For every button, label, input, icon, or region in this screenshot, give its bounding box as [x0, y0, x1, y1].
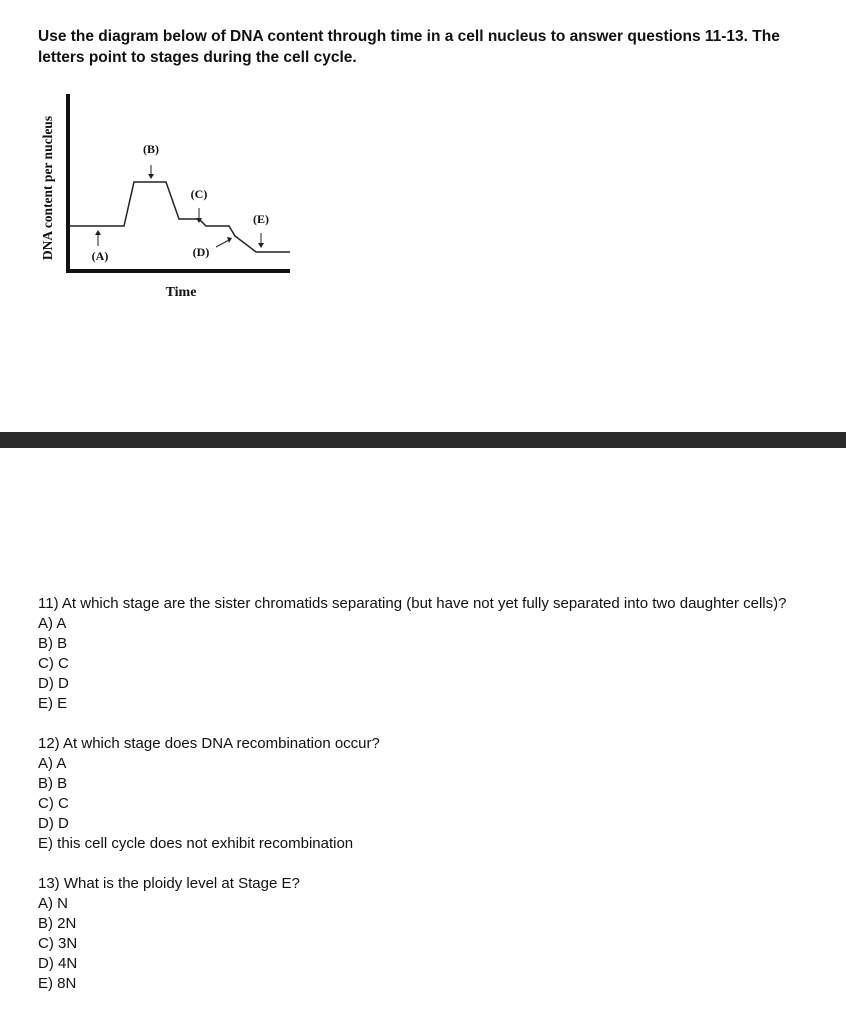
option-d: D) D	[38, 675, 69, 692]
label-d: (D)	[192, 245, 210, 259]
arrow-b-head	[148, 174, 154, 179]
instructions-text: Use the diagram below of DNA content through time in a cell nucleus to answer questions 11-13. The letters point to stages during the cell cycle.	[38, 28, 780, 66]
option-c: C) C	[38, 655, 69, 672]
label-e: (E)	[253, 212, 269, 226]
arrow-d-head	[227, 237, 232, 243]
label-c: (C)	[190, 187, 208, 201]
arrow-e-head	[258, 243, 264, 248]
option-b: B) B	[38, 635, 68, 652]
label-a: (A)	[91, 249, 109, 263]
option-b: B) B	[38, 775, 68, 792]
x-axis-label: Time	[165, 285, 197, 300]
question-stem: 12) At which stage does DNA recombination occur?	[38, 735, 380, 752]
option-c: C) C	[38, 795, 69, 812]
question-stem: 11) At which stage are the sister chromatids separating (but have not yet fully separated into two daughter cells)?	[38, 595, 787, 612]
option-a: A) A	[38, 615, 67, 632]
question-stem: 13) What is the ploidy level at Stage E?	[38, 875, 300, 892]
option-e: E) 8N	[38, 975, 77, 992]
question-12	[38, 734, 828, 854]
option-e: E) this cell cycle does not exhibit recombination	[38, 835, 354, 852]
option-a: A) A	[38, 755, 67, 772]
question-13	[38, 874, 828, 994]
option-e: E) E	[38, 695, 68, 712]
option-d: D) 4N	[38, 955, 78, 972]
label-b: (B)	[143, 142, 159, 156]
question-11	[38, 594, 828, 714]
question-list	[38, 594, 828, 1014]
arrow-d	[216, 240, 229, 247]
y-axis-label: DNA content per nucleus	[40, 115, 55, 261]
option-c: C) 3N	[38, 935, 78, 952]
option-d: D) D	[38, 815, 69, 832]
section-divider	[0, 432, 846, 448]
option-a: A) N	[38, 895, 68, 912]
arrow-a-head	[95, 230, 101, 235]
dna-content-diagram	[36, 88, 306, 313]
option-b: B) 2N	[38, 915, 77, 932]
